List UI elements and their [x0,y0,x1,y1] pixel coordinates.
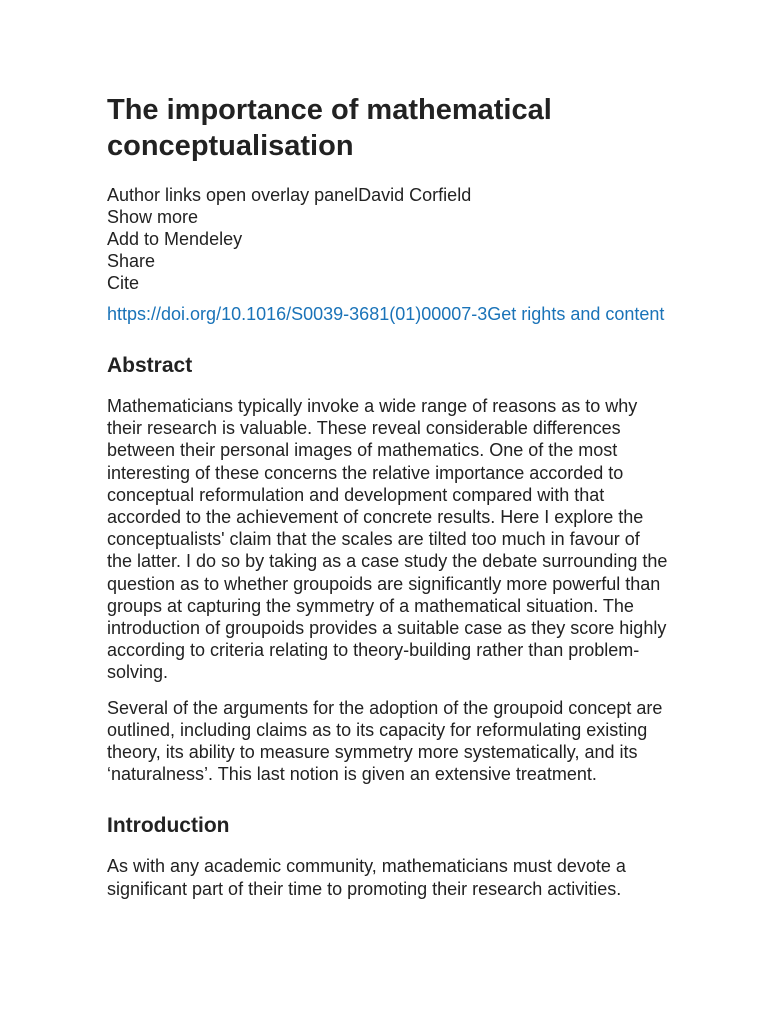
show-more-button[interactable]: Show more [107,207,199,227]
add-to-mendeley-button[interactable]: Add to Mendeley [107,229,243,249]
article-title: The importance of mathematical conceptualisation [107,94,552,162]
abstract-paragraph: Several of the arguments for the adoption of the groupoid concept are outlined, including claims as to its capacity for reformulating existing theory, its ability to measure symmetry more systematically, and its ‘naturalness’. This last notion is given an extensive treatment. [107,697,663,785]
introduction-heading: Introduction [107,814,230,838]
cite-button[interactable]: Cite [107,273,140,293]
introduction-paragraph: As with any academic community, mathematicians must devote a significant part of their time to promoting their research activities. [107,856,626,899]
doi-link[interactable]: https://doi.org/10.1016/S0039-3681(01)00007-3Get rights and content [107,304,665,324]
abstract-heading: Abstract [107,354,193,377]
author-links-toggle[interactable]: Author links open overlay panelDavid Corfield [107,185,472,205]
share-button[interactable]: Share [107,251,156,271]
abstract-paragraph: Mathematicians typically invoke a wide range of reasons as to why their research is valuable. These reveal considerable differences between their personal images of mathematics. One of the most interesting of these concerns the relative importance accorded to conceptual reformulation and development compared with that accorded to the achievement of concrete results. Here I explore the conceptualists' claim that the scales are tilted too much in favour of the latter. I do so by taking as a case study the debate surrounding the question as to whether groupoids are significantly more powerful than groups at capturing the symmetry of a mathematical situation. The introduction of groupoids provides a suitable case as they score highly according to criteria relating to theory-building rather than problem-solving. [107,396,668,683]
